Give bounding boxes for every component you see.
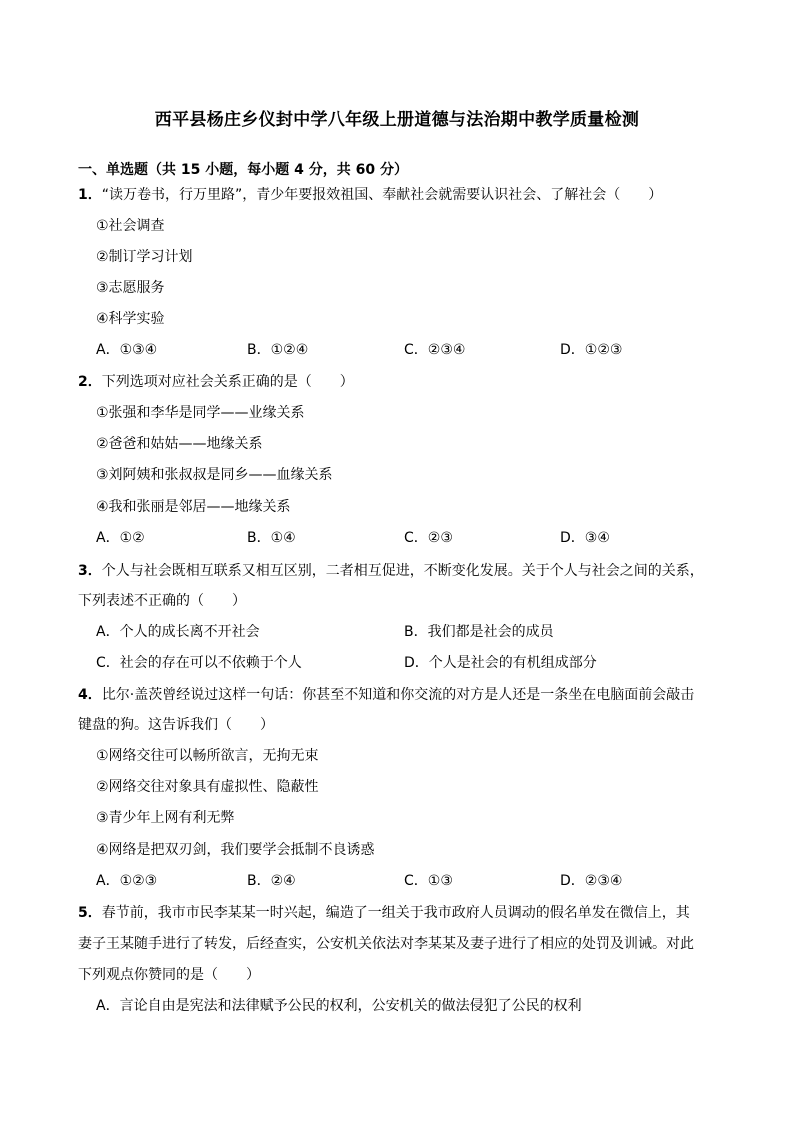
question-text: 春节前，我市市民李某某一时兴起，编造了一组关于我市政府人员调动的假名单发在微信上，其 <box>101 905 690 921</box>
question-4-stem <box>78 686 694 704</box>
question-5-stem-cont-1: 妻子王某随手进行了转发，后经查实，公安机关依法对李某某及妻子进行了相应的处罚及训诫。对此 <box>78 936 694 952</box>
q4-item-4: ④网络是把双刃剑，我们要学会抵制不良诱惑 <box>96 842 375 858</box>
question-number: 4． <box>78 687 102 703</box>
q1-item-3: ③志愿服务 <box>96 280 165 296</box>
question-number: 1． <box>78 187 102 203</box>
q2-option-a: A．①② <box>96 530 145 546</box>
q3-option-c: C．社会的存在可以不依赖于个人 <box>96 655 302 671</box>
section-heading: 一、单选题（共 15 小题，每小题 4 分，共 60 分） <box>78 162 408 178</box>
question-5-stem <box>78 904 690 922</box>
q2-option-b: B．①④ <box>247 530 296 546</box>
q2-item-4: ④我和张丽是邻居——地缘关系 <box>96 499 291 515</box>
question-3-stem <box>78 562 704 580</box>
q4-option-a: A．①②③ <box>96 873 158 889</box>
question-1-stem <box>78 186 662 204</box>
q2-item-1: ①张强和李华是同学——业缘关系 <box>96 405 305 421</box>
q4-item-3: ③青少年上网有利无弊 <box>96 810 235 826</box>
q1-item-2: ②制订学习计划 <box>96 249 193 265</box>
question-text: 个人与社会既相互联系又相互区别，二者相互促进，不断变化发展。关于个人与社会之间的关系， <box>101 563 704 579</box>
question-text: 下列选项对应社会关系正确的是（ ） <box>101 374 354 390</box>
q3-option-d: D．个人是社会的有机组成部分 <box>404 655 597 671</box>
q4-option-c: C．①③ <box>404 873 453 889</box>
question-text: “读万卷书，行万里路”，青少年要报效祖国、奉献社会就需要认识社会、了解社会（ ） <box>101 187 663 203</box>
q1-option-d: D．①②③ <box>560 342 623 358</box>
q3-option-b: B．我们都是社会的成员 <box>404 624 554 640</box>
q1-item-1: ①社会调查 <box>96 218 165 234</box>
q2-item-3: ③刘阿姨和张叔叔是同乡——血缘关系 <box>96 467 333 483</box>
q5-option-a: A．言论自由是宪法和法律赋予公民的权利，公安机关的做法侵犯了公民的权利 <box>96 998 582 1014</box>
q1-option-a: A．①③④ <box>96 342 158 358</box>
question-number: 3． <box>78 563 102 579</box>
q2-option-d: D．③④ <box>560 530 610 546</box>
q4-option-b: B．②④ <box>247 873 296 889</box>
question-3-stem-cont: 下列表述不正确的（ ） <box>78 593 246 609</box>
q2-option-c: C．②③ <box>404 530 453 546</box>
q4-item-2: ②网络交往对象具有虚拟性、隐蔽性 <box>96 779 319 795</box>
q1-option-b: B．①②④ <box>247 342 309 358</box>
q3-option-a: A．个人的成长离不开社会 <box>96 624 260 640</box>
q4-item-1: ①网络交往可以畅所欲言，无拘无束 <box>96 748 319 764</box>
q1-item-4: ④科学实验 <box>96 311 165 327</box>
question-text: 比尔·盖茨曾经说过这样一句话：你甚至不知道和你交流的对方是人还是一条坐在电脑面前会敲击 <box>101 687 695 703</box>
question-number: 5． <box>78 905 102 921</box>
q2-item-2: ②爸爸和姑姑——地缘关系 <box>96 436 263 452</box>
question-2-stem <box>78 373 354 391</box>
page-title: 西平县杨庄乡仪封中学八年级上册道德与法治期中教学质量检测 <box>154 110 640 130</box>
q1-option-c: C．②③④ <box>404 342 466 358</box>
question-4-stem-cont: 键盘的狗。这告诉我们（ ） <box>78 717 274 733</box>
question-5-stem-cont-2: 下列观点你赞同的是（ ） <box>78 967 260 983</box>
q4-option-d: D．②③④ <box>560 873 623 889</box>
question-number: 2． <box>78 374 102 390</box>
